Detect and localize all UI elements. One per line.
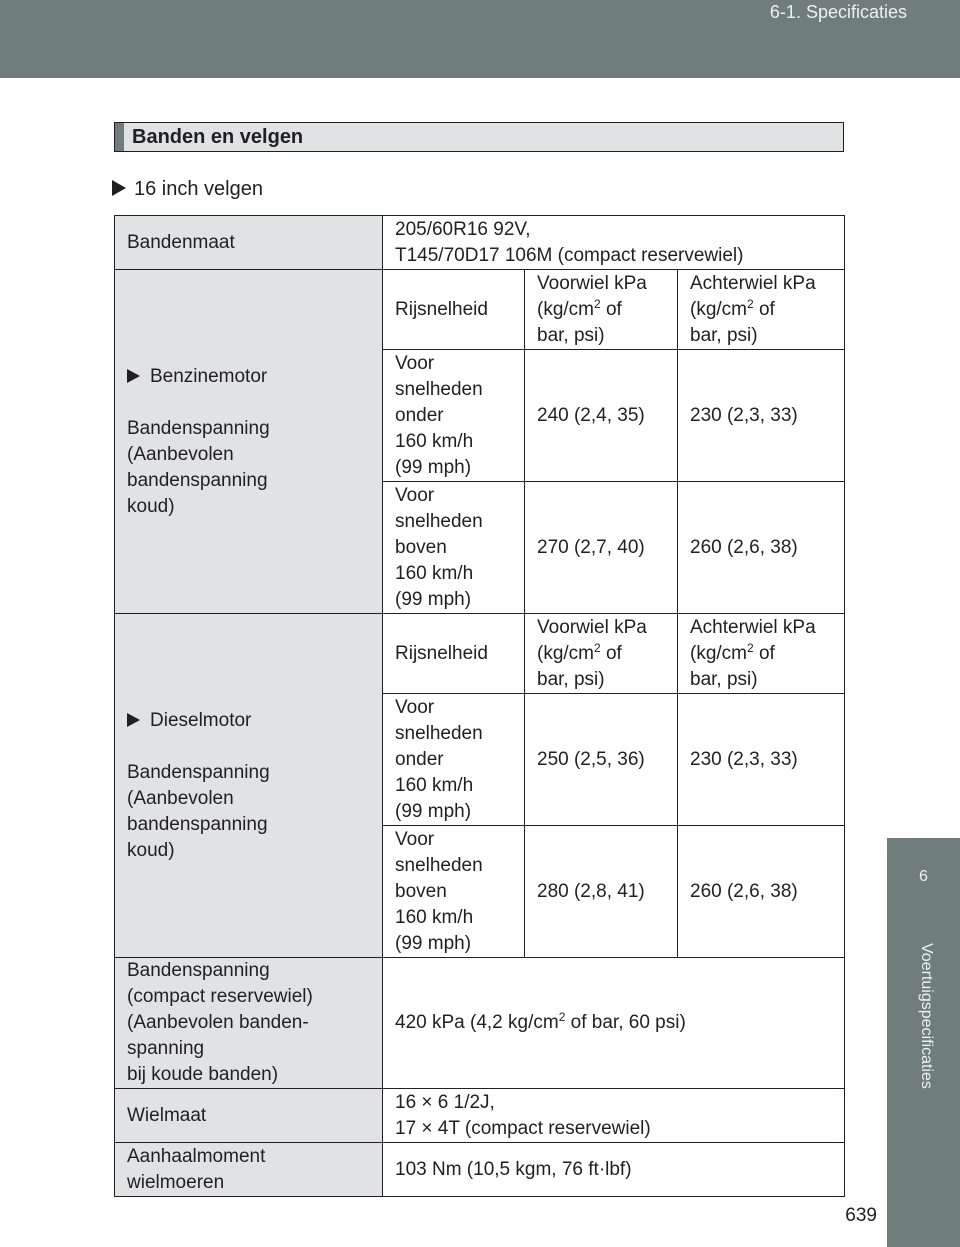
tire-size-line: 205/60R16 92V, [395,218,531,240]
speed-cell: Voor snelheden boven 160 km/h (99 mph) [383,482,525,614]
speed-cell: Voor snelheden boven 160 km/h (99 mph) [383,826,525,958]
front-pressure: 270 (2,7, 40) [525,482,678,614]
triangle-bullet-icon [127,713,140,727]
spare-pressure-value: 420 kPa (4,2 $kg/cm^2$ of bar, 60 psi) [383,958,845,1089]
section-heading [114,122,844,152]
table-row [115,1089,845,1143]
subsection-title: 16 inch velgen [134,178,263,200]
diesel-group-label [115,614,383,958]
wheel-size-value: 16 × 6 1/2J, 17 × 4T (compact reservewiel) [383,1089,845,1143]
table-row [115,1143,845,1197]
engine-type: Dieselmotor [150,709,252,731]
table-row [115,270,845,350]
rear-header: Achterwiel kPa ($kg/cm^2$ of bar, psi) [678,614,845,694]
rear-pressure: 260 (2,6, 38) [678,826,845,958]
group-label-line: bandenspanning [127,813,268,835]
front-header: Voorwiel kPa ($kg/cm^2$ of bar, psi) [525,614,678,694]
triangle-bullet-icon [112,180,126,196]
torque-value: 103 Nm (10,5 kgm, 76 ft·lbf) [383,1143,845,1197]
subsection-heading [112,178,263,201]
tire-size-line: T145/70D17 106M (compact reservewiel) [395,244,744,266]
group-label-line: bandenspanning [127,469,268,491]
rear-pressure: 230 (2,3, 33) [678,350,845,482]
engine-type: Benzinemotor [150,365,268,387]
rear-pressure: 260 (2,6, 38) [678,482,845,614]
group-label-line: Bandenspanning [127,761,270,783]
page-number: 639 [845,1205,877,1226]
front-header: Voorwiel kPa ($kg/cm^2$ of bar, psi) [525,270,678,350]
rear-pressure: 230 (2,3, 33) [678,694,845,826]
tire-spec-table [114,215,845,1197]
section-title: Banden en velgen [132,126,304,148]
speed-cell: Voor snelheden onder 160 km/h (99 mph) [383,350,525,482]
speed-header: Rijsnelheid [383,614,525,694]
chapter-tab[interactable] [887,838,960,1247]
header-bar [0,0,960,78]
group-label-line: koud) [127,839,175,861]
group-label-line: (Aanbevolen [127,443,234,465]
section-heading-bar [115,123,124,151]
tire-size-label: Bandenmaat [115,216,383,270]
wheel-size-label: Wielmaat [115,1089,383,1143]
breadcrumb: 6-1. Specificaties [769,2,907,22]
torque-label: Aanhaalmoment wielmoeren [115,1143,383,1197]
table-row [115,958,845,1089]
tire-size-value [383,216,845,270]
spare-pressure-label: Bandenspanning (compact reservewiel) (Aanbevolen banden- spanning bij koude banden) [115,958,383,1089]
chapter-number: 6 [919,868,928,885]
petrol-group-label [115,270,383,614]
group-label-line: Bandenspanning [127,417,270,439]
group-label-line: koud) [127,495,175,517]
speed-cell: Voor snelheden onder 160 km/h (99 mph) [383,694,525,826]
group-label-line: (Aanbevolen [127,787,234,809]
rear-header: Achterwiel kPa ($kg/cm^2$ of bar, psi) [678,270,845,350]
front-pressure: 280 (2,8, 41) [525,826,678,958]
front-pressure: 240 (2,4, 35) [525,350,678,482]
table-row [115,216,845,270]
table-row [115,614,845,694]
chapter-label: Voertuigspecificaties [918,943,935,1089]
speed-header: Rijsnelheid [383,270,525,350]
front-pressure: 250 (2,5, 36) [525,694,678,826]
triangle-bullet-icon [127,369,140,383]
